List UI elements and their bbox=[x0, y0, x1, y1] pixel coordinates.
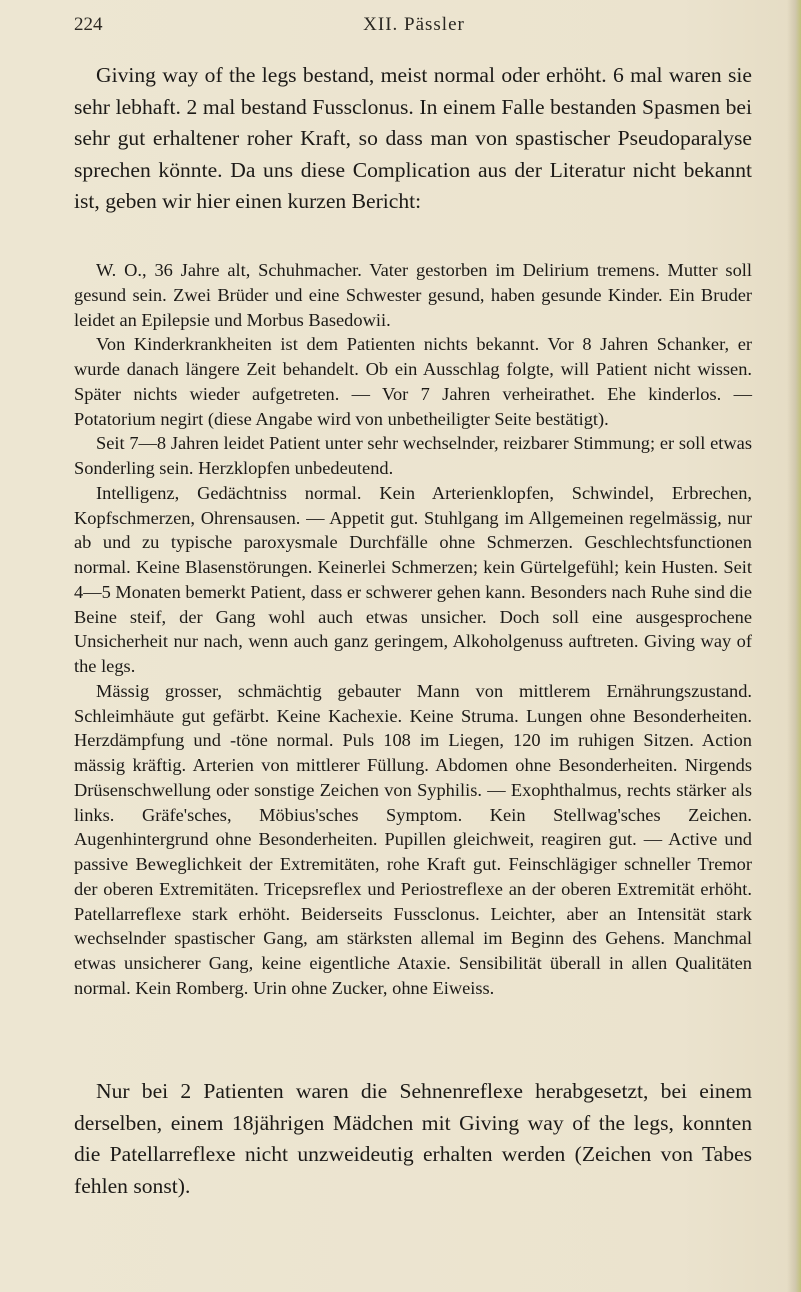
case-paragraph-mood: Seit 7—8 Jahren leidet Patient unter sehr wechselnder, reizbarer Stimmung; er soll etwas Sonderling sein. Herzklopfen unbedeutend. bbox=[74, 433, 752, 478]
running-head: XII. Pässler bbox=[363, 14, 465, 35]
page-number: 224 bbox=[74, 14, 103, 35]
case-paragraph-symptoms: Intelligenz, Gedächtniss normal. Kein Arterienklopfen, Schwindel, Erbrechen, Kopfschmerzen, Ohrensausen. — Appetit gut. Stuhlgang im Allgemeinen regelmässig, nur ab und zu typische paroxysmale Durchfälle ohne Schmerzen. Geschlechtsfunctionen normal. Keine Blasenstörungen. Keinerlei Schmerzen; kein Gürtelgefühl; kein Husten. Seit 4—5 Monaten bemerkt Patient, dass er schwerer gehen kann. Besonders nach Ruhe sind die Beine steif, der Gang wohl auch etwas unsicher. Doch soll eine ausgesprochene Unsicherheit nur nach, wenn auch ganz geringem, Alkoholgenuss auftreten. Giving way of the legs. bbox=[74, 482, 752, 676]
case-paragraph-findings: Mässig grosser, schmächtig gebauter Mann von mittlerem Ernährungszustand. Schleimhäute gut gefärbt. Keine Kachexie. Keine Struma. Lungen ohne Besonderheiten. Herzdämpfung und -töne normal. Puls 108 im Liegen, 120 im ruhigen Sitzen. Action mässig kräftig. Arterien von mittlerer Füllung. Abdomen ohne Besonderheiten. Nirgends Drüsenschwellung oder sonstige Zeichen von Syphilis. — Exophthalmus, rechts stärker als links. Gräfe'sches, Möbius'sches Symptom. Kein Stellwag'sches Zeichen. Augenhintergrund ohne Besonderheiten. Pupillen gleichweit, reagiren gut. — Active und passive Beweglichkeit der Extremitäten, rohe Kraft gut. Feinschlägiger schneller Tremor der oberen Extremitäten. Tricepsreflex und Periostreflexe an der oberen Extremität erhöht. Patellarreflexe stark erhöht. Beiderseits Fussclonus. Leichter, aber an Intensität stark wechselnder spastischer Gang, am stärksten allemal im Beginn des Gehens. Manchmal etwas unsicherer Gang, keine eigentliche Ataxie. Sensibilität überall in allen Qualitäten normal. Kein Romberg. Urin ohne Zucker, ohne Eiweiss. bbox=[74, 680, 752, 998]
closing-section bbox=[74, 1076, 752, 1202]
case-report bbox=[74, 258, 752, 1001]
closing-paragraph: Nur bei 2 Patienten waren die Sehnenreflexe herabgesetzt, bei einem derselben, einem 18jährigen Mädchen mit Giving way of the legs, konnten die Patellarreflexe nicht unzweideutig erhalten werden (Zeichen von Tabes fehlen sonst). bbox=[74, 1079, 752, 1198]
intro-paragraph: Giving way of the legs bestand, meist normal oder erhöht. 6 mal waren sie sehr lebhaft. 2 mal bestand Fussclonus. In einem Falle bestanden Spasmen bei sehr gut erhaltener roher Kraft, so dass man von spastischer Pseudoparalyse sprechen könnte. Da uns diese Complication aus der Literatur nicht bekannt ist, geben wir hier einen kurzen Bericht: bbox=[74, 63, 752, 213]
page-edge-shadow bbox=[787, 0, 801, 1292]
case-paragraph-family-history: W. O., 36 Jahre alt, Schuhmacher. Vater gestorben im Delirium tremens. Mutter soll gesund sein. Zwei Brüder und eine Schwester gesund, haben gesunde Kinder. Ein Bruder leidet an Epilepsie und Morbus Basedowii. bbox=[74, 260, 752, 330]
case-paragraph-past-history: Von Kinderkrankheiten ist dem Patienten nichts bekannt. Vor 8 Jahren Schanker, er wurde danach längere Zeit behandelt. Ob ein Ausschlag folgte, will Patient nicht wissen. Später nichts wieder aufgetreten. — Vor 7 Jahren verheirathet. Ehe kinderlos. — Potatorium negirt (diese Angabe wird von unbetheiligter Seite bestätigt). bbox=[74, 334, 752, 429]
page-header bbox=[74, 14, 754, 42]
intro-section bbox=[74, 60, 752, 218]
